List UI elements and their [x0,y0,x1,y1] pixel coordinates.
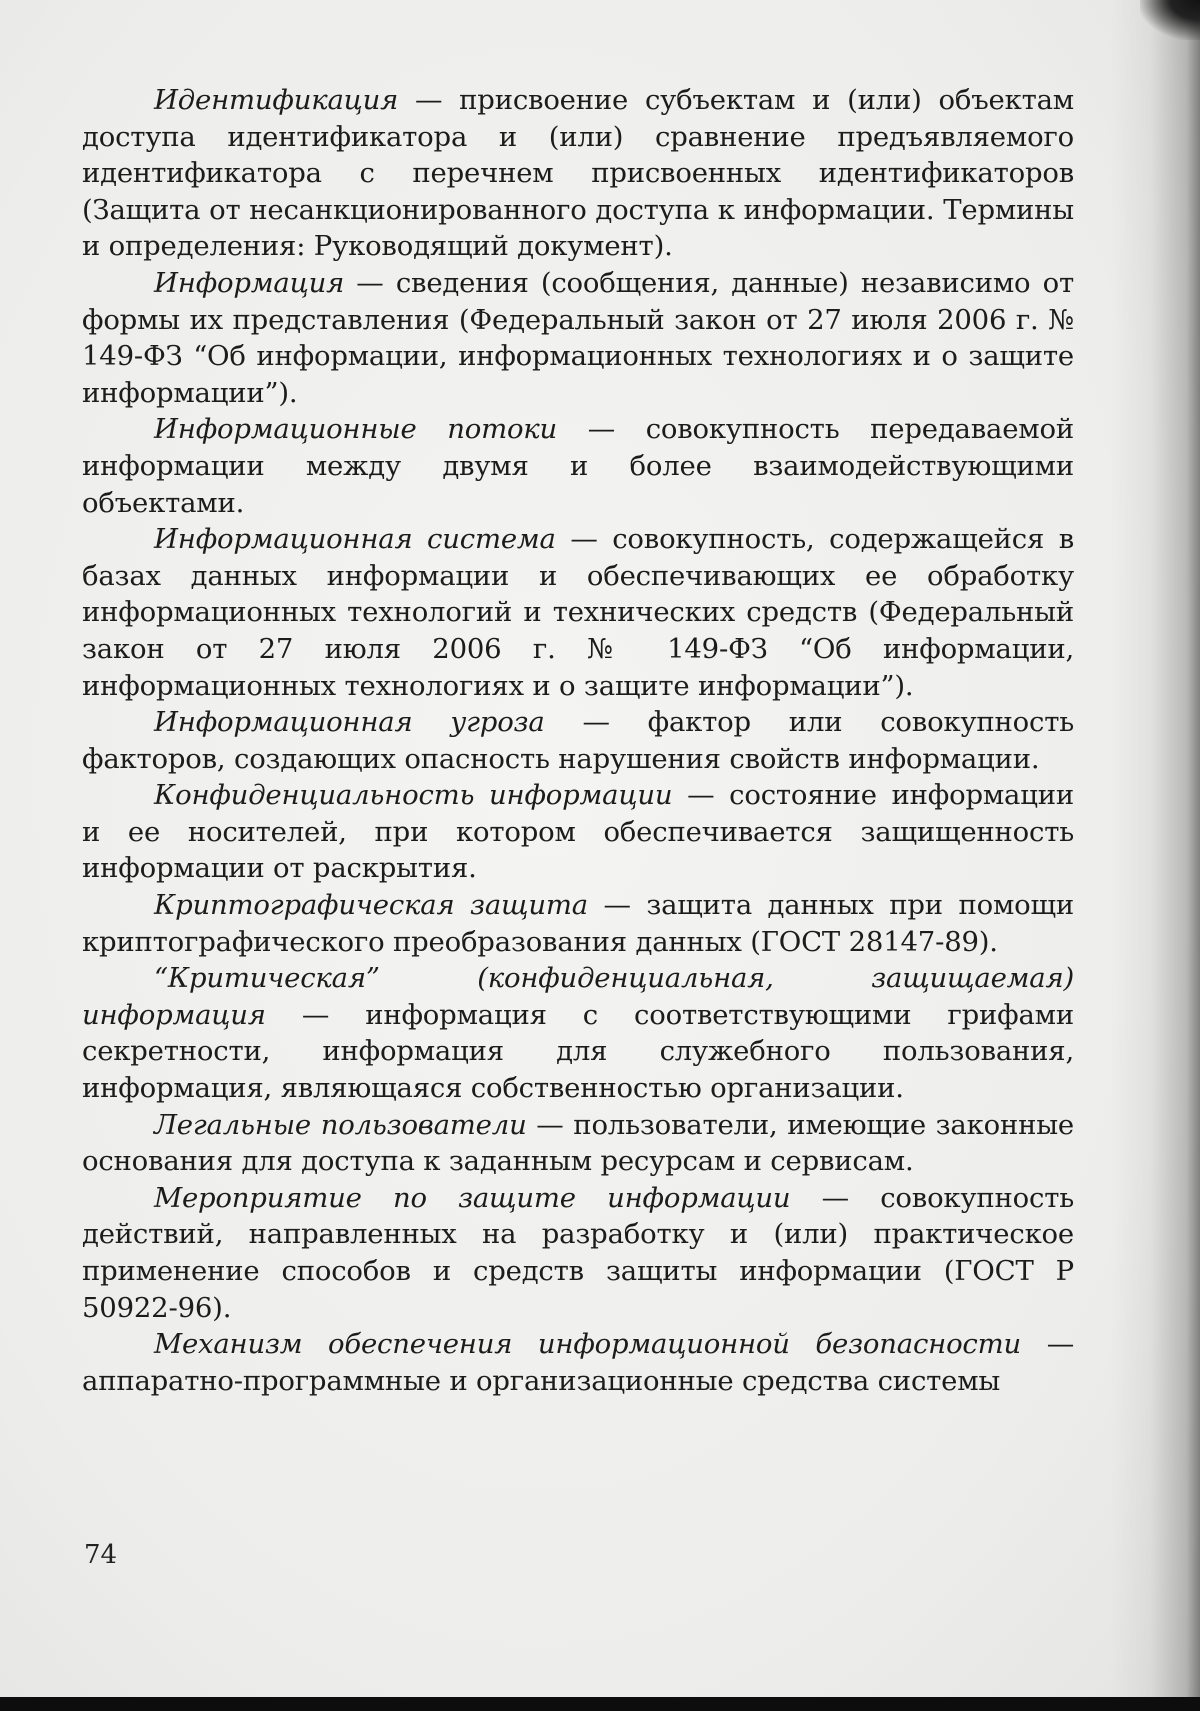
glossary-entry [82,887,1074,960]
glossary-entry [82,704,1074,777]
glossary-term: “Критическая” (конфиденциальная, защищаемая) информация [82,962,1074,1031]
glossary-entry [82,960,1074,1106]
glossary-entry [82,1326,1074,1399]
glossary-term: Информационные потоки [154,413,558,446]
glossary-definition: — пользователи, имеющие законные основания для доступа к заданным ресурсам и сервисам. [82,1108,1074,1178]
glossary-definition: — аппаратно-программные и организационные средства системы [82,1328,1074,1397]
glossary-definition: — фактор или совокупность факторов, создающих опасность нарушения свойств информации. [82,706,1074,775]
glossary-term: Информация [154,266,345,299]
glossary-entry [82,265,1074,411]
glossary-term: Легальные пользователи [154,1108,527,1141]
page-number: 74 [84,1540,118,1570]
scan-bottom-edge [0,1697,1200,1711]
spine-shadow [1110,0,1200,1711]
glossary-entry [82,777,1074,887]
glossary-definition: — присвоение субъектам и (или) объектам доступа идентификатора и (или) сравнение предъявляемого идентификатора с перечнем присвоенных идентификаторов (Защита от несанкционированного доступа к информации. Термины и определения: Руководящий документ). [82,84,1074,263]
scan-corner-shadow [1140,0,1200,40]
glossary-term: Идентификация [154,84,399,116]
glossary-definition: — защита данных при помощи криптографического преобразования данных (ГОСТ 28147-89). [82,889,1075,958]
glossary-term: Информационная система [154,523,556,556]
glossary-entry [82,521,1074,704]
glossary-entry [82,1107,1074,1180]
glossary-term: Конфиденциальность информации [154,779,673,812]
glossary-entry [82,82,1074,265]
glossary-text [82,82,1074,1399]
glossary-definition: — сведения (сообщения, данные) независимо от формы их представления (Федеральный закон от 27 июля 2006 г. № 149-ФЗ “Об информации, информационных технологиях и о защите информации”). [82,266,1074,409]
glossary-entry [82,1180,1074,1326]
glossary-term: Информационная угроза [154,706,545,739]
glossary-term: Криптографическая защита [154,889,588,922]
glossary-definition: — совокупность передаваемой информации между двумя и более взаимодействующими объектами. [82,413,1074,519]
glossary-entry [82,411,1074,521]
glossary-definition: — совокупность действий, направленных на разработку и (или) практическое применение способов и средств защиты информации (ГОСТ Р 50922-96). [82,1181,1074,1324]
glossary-term: Мероприятие по защите информации [154,1181,791,1214]
glossary-term: Механизм обеспечения информационной безопасности [154,1328,1022,1361]
glossary-definition: — совокупность, содержащейся в базах данных информации и обеспечивающих ее обработку информационных технологий и технических средств (Федеральный закон от 27 июля 2006 г. № 149-ФЗ “Об информации, информационных технологиях и о защите информации”). [82,523,1074,702]
glossary-definition: — состояние информации и ее носителей, при котором обеспечивается защищенность информации от раскрытия. [82,779,1074,885]
glossary-definition: — информация с соответствующими грифами секретности, информация для служебного пользования, информация, являющаяся собственностью организации. [82,998,1074,1105]
